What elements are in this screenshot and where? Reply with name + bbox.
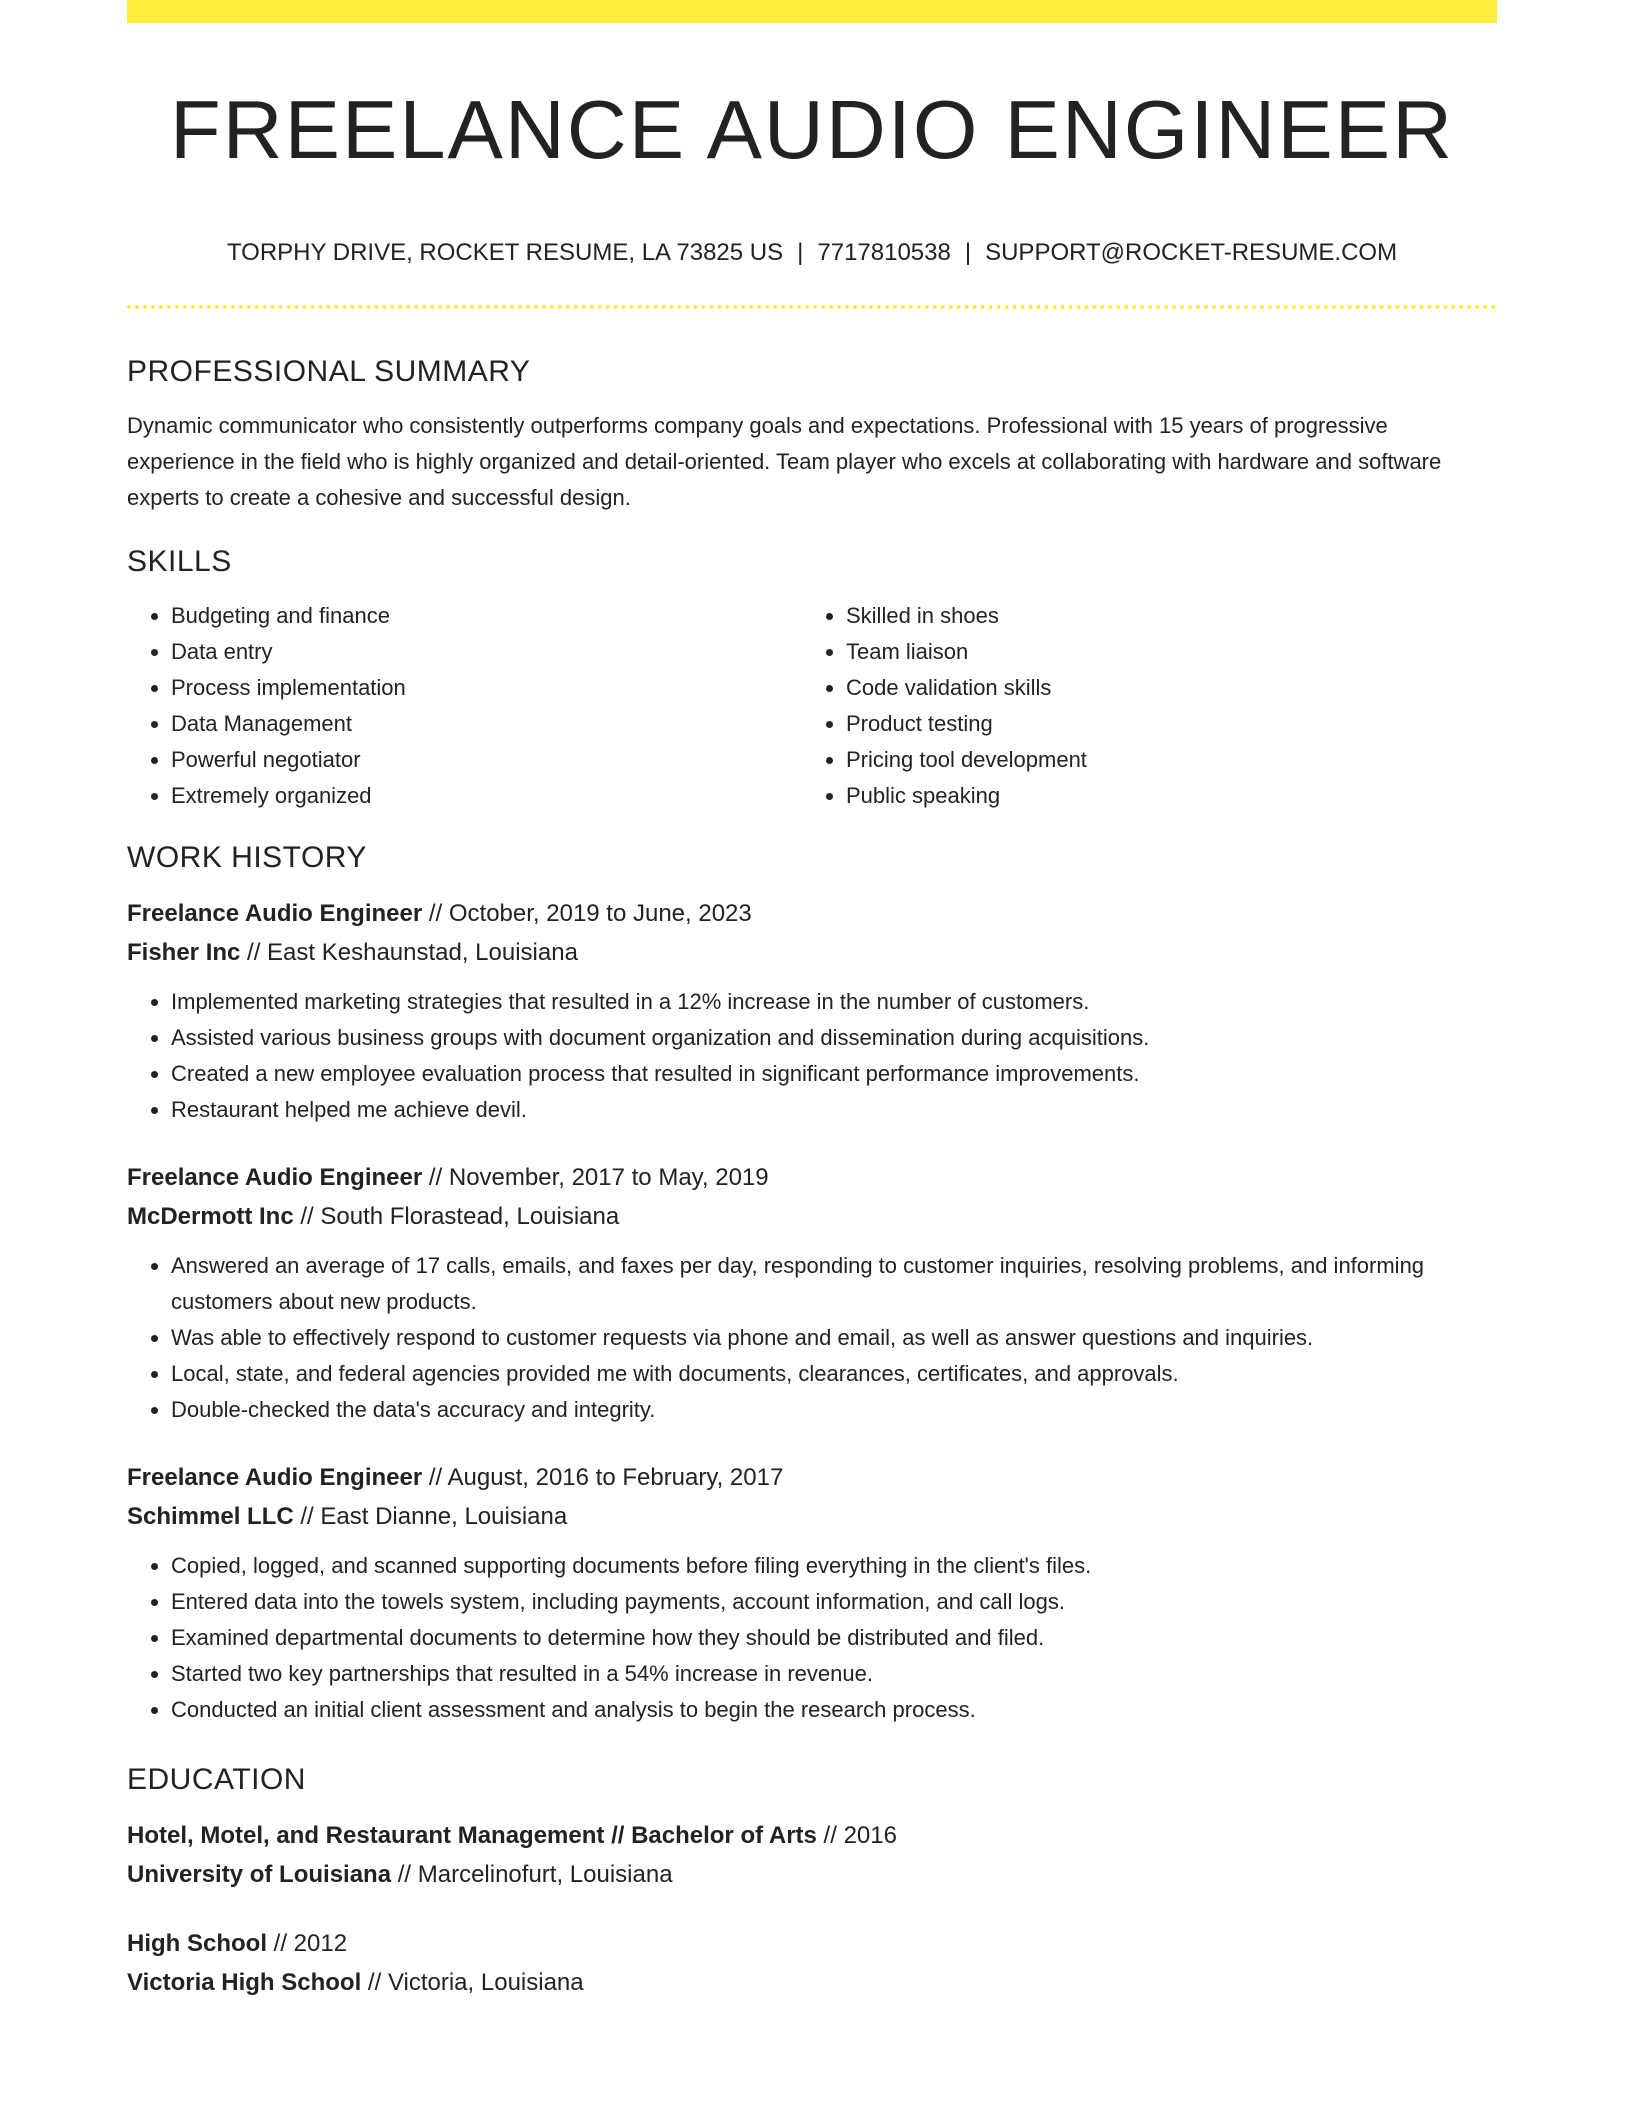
education-entry	[127, 1816, 1497, 1894]
education-location: // Victoria, Louisiana	[361, 1969, 584, 1996]
summary-text: Dynamic communicator who consistently outperforms company goals and expectations. Professional with 15 years of progressive experience in the field who is highly organized and detail-oriented. Team player who excels at collaborating with hardware and software experts to create a cohesive and successful design.	[127, 413, 1442, 510]
education-school-line	[127, 1855, 1497, 1894]
job-role-line	[127, 1458, 1497, 1497]
education-location: // Marcelinofurt, Louisiana	[391, 1861, 673, 1888]
job-bullet: • Entered data into the towels system, including payments, account information, and call logs.	[171, 1584, 1497, 1620]
job-company-line	[127, 1197, 1497, 1236]
top-accent-bar	[127, 0, 1497, 23]
skills-list-left	[127, 598, 802, 814]
job-entry	[127, 894, 1497, 1128]
education-school: Victoria High School	[127, 1969, 362, 1996]
job-bullet: • Examined departmental documents to determine how they should be distributed and filed.	[171, 1620, 1497, 1656]
job-location: // East Dianne, Louisiana	[293, 1503, 568, 1530]
summary-heading: PROFESSIONAL SUMMARY	[127, 355, 531, 388]
skills-heading: SKILLS	[127, 545, 232, 578]
candidate-title: FREELANCE AUDIO ENGINEER	[169, 83, 1455, 176]
job-bullet: • Conducted an initial client assessment and analysis to begin the research process.	[171, 1692, 1497, 1728]
skill-item: • Code validation skills	[846, 670, 1477, 706]
education-year: // 2012	[267, 1930, 348, 1957]
job-dates: // November, 2017 to May, 2019	[422, 1164, 769, 1191]
education-degree: High School	[127, 1930, 267, 1957]
job-bullet: • Was able to effectively respond to customer requests via phone and email, as well as answer questions and inquiries.	[171, 1320, 1497, 1356]
education-year: // 2016	[816, 1822, 897, 1849]
skill-item: • Pricing tool development	[846, 742, 1477, 778]
job-company: Fisher Inc	[127, 939, 241, 966]
job-dates: // August, 2016 to February, 2017	[422, 1464, 784, 1491]
education-degree: Hotel, Motel, and Restaurant Management // Bachelor of Arts	[127, 1822, 817, 1849]
job-bullet: • Assisted various business groups with document organization and dissemination during acquisitions.	[171, 1020, 1497, 1056]
education-school-line	[127, 1963, 1497, 2002]
job-bullet: • Copied, logged, and scanned supporting documents before filing everything in the client's files.	[171, 1548, 1497, 1584]
job-entry	[127, 1158, 1497, 1428]
skills-list-right	[802, 598, 1477, 814]
contact-email: SUPPORT@ROCKET-RESUME.COM	[985, 239, 1398, 266]
job-company: Schimmel LLC	[127, 1503, 294, 1530]
skill-item: • Public speaking	[846, 778, 1477, 814]
education-heading: EDUCATION	[127, 1763, 306, 1796]
job-bullet: • Started two key partnerships that resulted in a 54% increase in revenue.	[171, 1656, 1497, 1692]
skill-item: • Extremely organized	[171, 778, 802, 814]
contact-line	[127, 236, 1497, 270]
resume-content	[127, 350, 1497, 2032]
education-entry	[127, 1924, 1497, 2002]
job-entry	[127, 1458, 1497, 1728]
job-bullet: • Implemented marketing strategies that resulted in a 12% increase in the number of customers.	[171, 984, 1497, 1020]
skill-item: • Skilled in shoes	[846, 598, 1477, 634]
job-company-line	[127, 933, 1497, 972]
job-bullet: • Local, state, and federal agencies provided me with documents, clearances, certificates, and approvals.	[171, 1356, 1497, 1392]
job-location: // South Florastead, Louisiana	[293, 1203, 620, 1230]
skill-item: • Budgeting and finance	[171, 598, 802, 634]
job-role: Freelance Audio Engineer	[127, 900, 423, 927]
job-bullet: • Double-checked the data's accuracy and integrity.	[171, 1392, 1497, 1428]
skill-item: • Team liaison	[846, 634, 1477, 670]
skill-item: • Powerful negotiator	[171, 742, 802, 778]
job-bullet: • Answered an average of 17 calls, emails, and faxes per day, responding to customer inquiries, resolving problems, and informing customers about new products.	[171, 1248, 1497, 1320]
skill-item: • Product testing	[846, 706, 1477, 742]
contact-separator: |	[797, 239, 804, 266]
job-role-line	[127, 894, 1497, 933]
contact-address: TORPHY DRIVE, ROCKET RESUME, LA 73825 US	[226, 239, 784, 266]
job-role: Freelance Audio Engineer	[127, 1464, 423, 1491]
skill-item: • Data Management	[171, 706, 802, 742]
job-bullets	[127, 1248, 1497, 1428]
education-degree-line	[127, 1816, 1497, 1855]
job-location: // East Keshaunstad, Louisiana	[240, 939, 578, 966]
skill-item: • Data entry	[171, 634, 802, 670]
job-dates: // October, 2019 to June, 2023	[422, 900, 752, 927]
skill-item: • Process implementation	[171, 670, 802, 706]
education-degree-line	[127, 1924, 1497, 1963]
job-role: Freelance Audio Engineer	[127, 1164, 423, 1191]
job-bullets	[127, 1548, 1497, 1728]
job-bullet: • Created a new employee evaluation process that resulted in significant performance improvements.	[171, 1056, 1497, 1092]
job-role-line	[127, 1158, 1497, 1197]
dotted-divider	[127, 305, 1497, 309]
contact-separator: |	[964, 239, 972, 266]
work-history-heading: WORK HISTORY	[127, 841, 367, 874]
contact-phone: 7717810538	[817, 239, 951, 266]
job-bullet: • Restaurant helped me achieve devil.	[171, 1092, 1497, 1128]
skills-columns	[127, 598, 1497, 814]
education-school: University of Louisiana	[127, 1861, 392, 1888]
job-company-line	[127, 1497, 1497, 1536]
job-company: McDermott Inc	[127, 1203, 294, 1230]
job-bullets	[127, 984, 1497, 1128]
